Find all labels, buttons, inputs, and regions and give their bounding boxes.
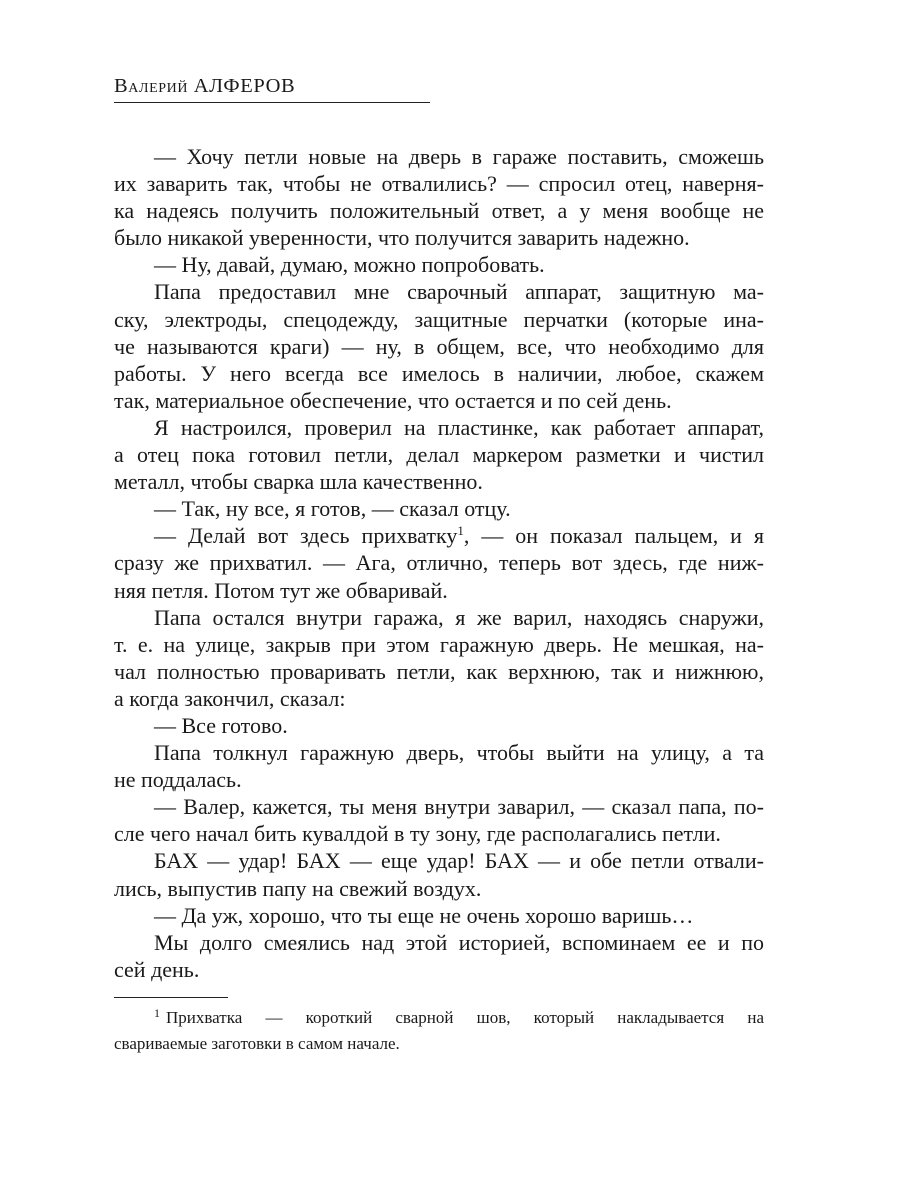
author-first-name: Валерий	[114, 75, 189, 97]
text-line: работы. У него всегда все имелось в наличии, любое, скажем	[114, 360, 764, 386]
body-text	[114, 143, 764, 983]
text-line: было никакой уверенности, что получится заварить надежно.	[114, 225, 690, 251]
text-segment: — Делай вот здесь прихватку	[154, 523, 458, 549]
text-line: ску, электроды, спецодежду, защитные перчатки (которые ина-	[114, 306, 764, 332]
text-line: — Хочу петли новые на дверь в гараже поставить, сможешь	[154, 144, 764, 169]
text-line: чал полностью проваривать петли, как верхнюю, так и нижнюю,	[114, 658, 764, 684]
text-line: так, материальное обеспечение, что остается и по сей день.	[114, 387, 672, 413]
footnote-line	[114, 1005, 764, 1031]
text-line: — Все готово.	[154, 712, 288, 738]
text-line: — Так, ну все, я готов, — сказал отцу.	[154, 496, 511, 522]
text-line: БАХ — удар! БАХ — еще удар! БАХ — и обе петли отвали-	[154, 848, 764, 874]
text-line: т. е. на улице, закрыв при этом гаражную дверь. Не мешкая, на-	[114, 631, 764, 657]
text-line: Папа предоставил мне сварочный аппарат, защитную ма-	[154, 279, 764, 305]
footnote-line: свариваемые заготовки в самом начале.	[114, 1034, 400, 1053]
footnote-reference[interactable]: 1	[457, 523, 464, 539]
text-segment: , — он показал пальцем, и я	[463, 523, 765, 549]
footnote-text: Прихватка — короткий сварной шов, который накладывается на	[166, 1008, 764, 1027]
text-line: сразу же прихватил. — Ага, отлично, теперь вот здесь, где ниж-	[114, 550, 764, 576]
text-line: няя петля. Потом тут же обваривай.	[114, 577, 448, 603]
text-line: Мы долго смеялись над этой историей, вспоминаем ее и по	[154, 929, 764, 955]
text-line: металл, чтобы сварка шла качественно.	[114, 469, 483, 495]
text-line	[114, 522, 764, 549]
text-line: Папа остался внутри гаража, я же варил, находясь снаружи,	[154, 604, 764, 630]
text-line: ка надеясь получить положительный ответ, а у меня вообще не	[114, 198, 764, 224]
running-head	[114, 74, 430, 103]
author-last-name: АЛФЕРОВ	[193, 75, 296, 97]
text-line: лись, выпустив папу на свежий воздух.	[114, 875, 482, 901]
text-line: че называются краги) — ну, в общем, все, что необходимо для	[114, 333, 764, 359]
text-line: не поддалась.	[114, 767, 242, 793]
text-line: их заварить так, чтобы не отвалились? — спросил отец, наверня-	[114, 171, 764, 197]
text-line: — Валер, кажется, ты меня внутри заварил, — сказал папа, по-	[154, 794, 764, 820]
text-line: сей день.	[114, 956, 200, 982]
footnote-rule	[114, 997, 228, 998]
text-line: а когда закончил, сказал:	[114, 685, 346, 711]
text-line: сле чего начал бить кувалдой в ту зону, где располагались петли.	[114, 821, 721, 847]
text-line: Папа толкнул гаражную дверь, чтобы выйти на улицу, а та	[154, 740, 764, 766]
footnote-number: 1	[154, 1006, 160, 1020]
text-line: Я настроился, проверил на пластинке, как работает аппарат,	[154, 414, 764, 440]
footnote	[114, 1005, 764, 1057]
text-line: — Да уж, хорошо, что ты еще не очень хорошо варишь…	[154, 902, 694, 928]
text-line: — Ну, давай, думаю, можно попробовать.	[154, 252, 545, 278]
text-line: а отец пока готовил петли, делал маркером разметки и чистил	[114, 442, 764, 468]
